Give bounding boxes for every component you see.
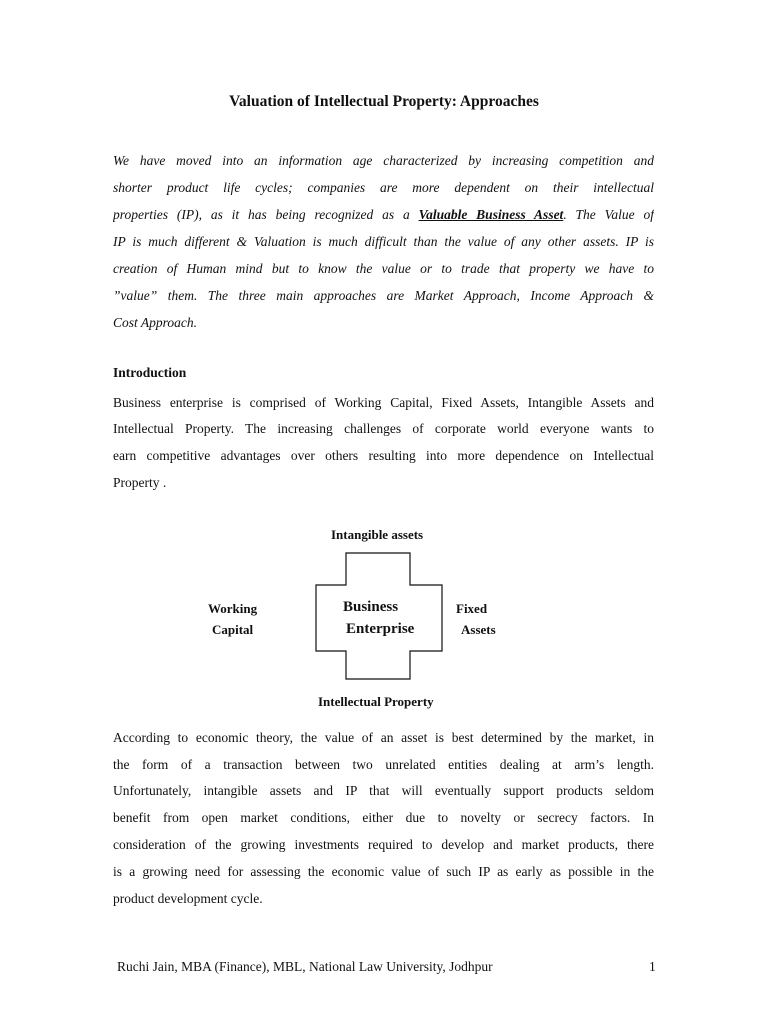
body-line-5: consideration of the growing investments required to develop and market products, there [113,837,654,852]
intro-line-2: Intellectual Property. The increasing challenges of corporate world everyone wants to [113,421,654,436]
diagram-label-business: Business [343,599,399,615]
body-line-4: benefit from open market conditions, either due to novelty or secrecy factors. In [113,810,654,825]
abstract-line-6: ”value” them. The three main approaches are Market Approach, Income Approach & [113,288,654,303]
diagram-label-intellectual-property: Intellectual Property [318,694,434,709]
diagram-label-enterprise: Enterprise [346,621,415,637]
body-line-7: product development cycle. [113,891,263,906]
intro-line-4: Property . [113,475,167,490]
intro-line-3: earn competitive advantages over others resulting into more dependence on Intellectual [113,448,654,463]
diagram-label-capital: Capital [212,622,254,637]
abstract-line-3-start: properties (IP), as it has being recognized as a [113,207,410,222]
diagram-label-intangible-assets: Intangible assets [331,527,424,542]
diagram-label-assets: Assets [461,622,496,637]
body-line-6: is a growing need for assessing the economic value of such IP as early as possible in the [113,864,654,879]
body-line-2: the form of a transaction between two unrelated entities dealing at arm’s length. [113,757,654,772]
diagram-label-fixed: Fixed [456,601,488,616]
diagram-label-working: Working [208,601,258,616]
abstract-line-7: Cost Approach. [113,315,198,330]
body-line-1: According to economic theory, the value of an asset is best determined by the market, in [113,730,654,745]
page-title: Valuation of Intellectual Property: Approaches [229,93,539,110]
intro-line-1: Business enterprise is comprised of Working Capital, Fixed Assets, Intangible Assets and [113,395,654,410]
footer-author: Ruchi Jain, MBA (Finance), MBL, National Law University, Jodhpur [117,959,493,974]
body-line-3: Unfortunately, intangible assets and IP that will eventually support products seldom [113,783,654,798]
abstract-line-4: IP is much different & Valuation is much difficult than the value of any other assets. IP is [113,234,654,249]
valuable-business-asset-emphasis: Valuable Business Asset [418,207,564,222]
page-number: 1 [649,959,656,974]
abstract-line-2: shorter product life cycles; companies are more dependent on their intellectual [113,180,654,195]
abstract-line-3-end: . The Value of [563,207,654,222]
abstract-line-5: creation of Human mind but to know the value or to trade that property we have to [113,261,654,276]
introduction-heading: Introduction [113,365,187,380]
abstract-line-1: We have moved into an information age characterized by increasing competition and [113,153,654,168]
cross-outline [316,553,442,679]
